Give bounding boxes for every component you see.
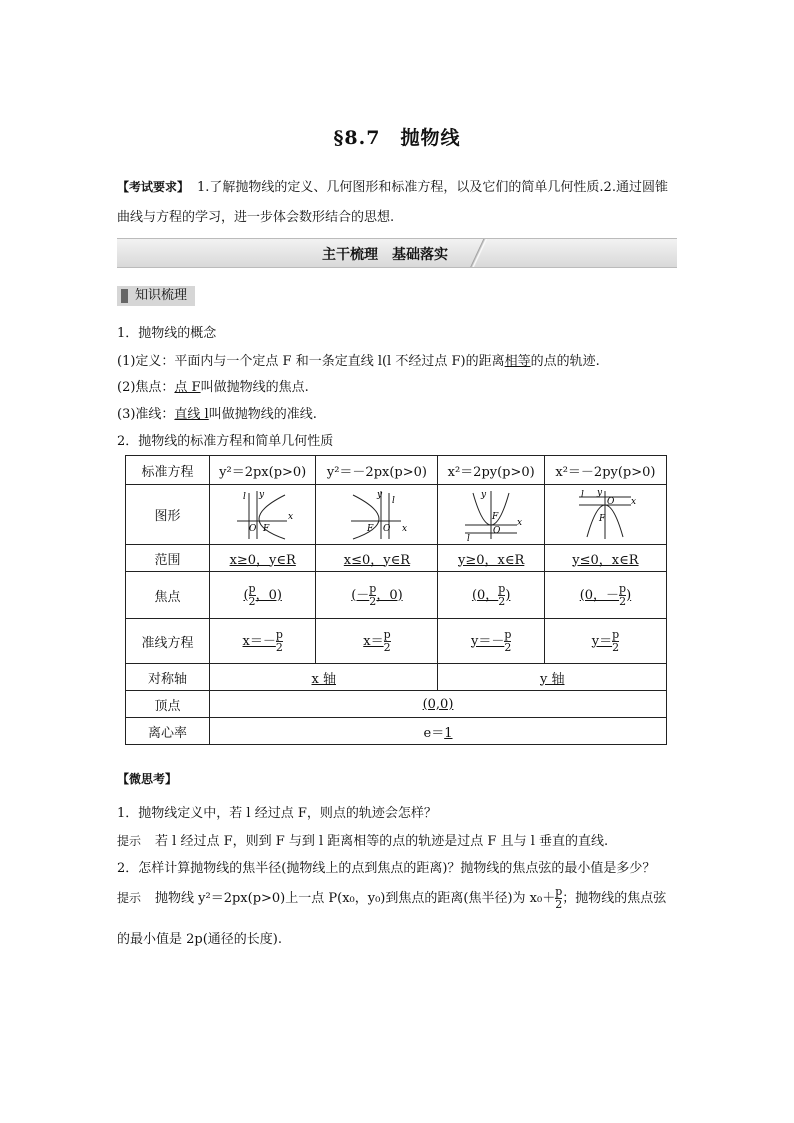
table-row <box>126 664 667 691</box>
directrix-cell: x＝ $\frac{p}{2}$ <box>316 619 438 664</box>
directrix-text-end: 叫做抛物线的准线. <box>208 407 317 422</box>
table-row <box>126 485 667 545</box>
answer-2-text: 抛物线 y²＝2px(p>0)上一点 P(x₀，y₀)到焦点的距离(焦半径)为 x₀＋ <box>155 891 556 906</box>
focus-answer: 点 F <box>174 380 201 395</box>
x-axis-label: x <box>631 496 637 507</box>
axis-cell: x 轴 <box>210 664 438 691</box>
definition-answer: 相等 <box>504 354 531 369</box>
equation-cell: y²＝2px(p>0) <box>210 456 316 485</box>
answer-2: 提示 抛物线 y²＝2px(p>0)上一点 P(x₀，y₀)到焦点的距离(焦半径)为 x₀＋ $\frac{p}{2}$ ；抛物线的焦点弦 <box>117 885 667 911</box>
origin-label: O <box>382 523 391 534</box>
graph-cell <box>316 485 438 545</box>
x-axis-label: x <box>287 511 293 522</box>
question-2: 2．怎样计算抛物线的焦半径(抛物线上的点到焦点的距离)？抛物线的焦点弦的最小值是多少？ <box>117 861 656 876</box>
x-axis-label: x <box>517 517 523 528</box>
row-label: 对称轴 <box>126 664 210 691</box>
equation-cell: x²＝－2py(p>0) <box>544 456 666 485</box>
parabola-up-graph <box>461 489 523 544</box>
row-label: 范围 <box>126 545 210 572</box>
axis-cell: y 轴 <box>438 664 667 691</box>
origin-label: O <box>493 525 501 536</box>
section-label: 知识梳理 <box>117 286 195 306</box>
y-axis-label: y <box>597 487 603 498</box>
focus-text-end: 叫做抛物线的焦点. <box>200 380 309 395</box>
range-cell: x≤0，y∈R <box>316 545 438 572</box>
vertex-cell: (0,0) <box>210 691 667 718</box>
y-axis-label: y <box>258 489 264 500</box>
definition-text-end: 的点的轨迹. <box>530 354 600 369</box>
directrix-label: l <box>581 489 585 500</box>
directrix-label: l <box>242 491 246 502</box>
hint-label: 提示 <box>117 834 142 848</box>
directrix-cell: x＝－ $\frac{p}{2}$ <box>210 619 316 664</box>
directrix-label: l <box>467 533 471 544</box>
range-cell: y≤0，x∈R <box>544 545 666 572</box>
row-label: 标准方程 <box>126 456 210 485</box>
requirement-tag: 【考试要求】 <box>117 180 190 194</box>
focus-cell: ( $\frac{p}{2}$ ，0) <box>210 572 316 619</box>
origin-label: O <box>607 496 615 507</box>
equation-cell: x²＝2py(p>0) <box>438 456 544 485</box>
y-axis-label: y <box>481 489 487 500</box>
section-banner <box>117 238 677 268</box>
think-tag: 【微思考】 <box>117 772 178 786</box>
focus-label: F <box>366 523 374 534</box>
range-cell: x≥0，y∈R <box>210 545 316 572</box>
y-axis-label: y <box>376 489 383 500</box>
parabola-down-graph <box>575 489 635 541</box>
row-label: 焦点 <box>126 572 210 619</box>
hint-label: 提示 <box>117 891 142 905</box>
table-row <box>126 718 667 745</box>
concept-definition <box>117 350 600 369</box>
directrix-cell: y＝ $\frac{p}{2}$ <box>544 619 666 664</box>
row-label: 准线方程 <box>126 619 210 664</box>
parabola-right-graph <box>233 489 293 541</box>
graph-cell <box>544 485 666 545</box>
focus-label: F <box>492 511 499 522</box>
answer-1-text: 若 l 经过点 F，则到 F 与到 l 距离相等的点的轨迹是过点 F 且与 l 垂直的直线. <box>155 834 609 849</box>
properties-table <box>125 455 667 745</box>
origin-label: O <box>248 523 257 534</box>
eccentricity-cell: e＝1 <box>210 718 667 745</box>
graph-cell <box>438 485 544 545</box>
row-label: 图形 <box>126 485 210 545</box>
answer-2-text-end: ；抛物线的焦点弦 <box>562 891 667 906</box>
focus-label: F <box>599 513 606 524</box>
row-label: 顶点 <box>126 691 210 718</box>
focus-cell: (0， $\frac{p}{2}$ ) <box>438 572 544 619</box>
exam-requirement <box>117 172 677 233</box>
focus-label: F <box>262 523 269 534</box>
table-row <box>126 619 667 664</box>
parabola-left-graph <box>347 489 407 541</box>
definition-text: (1)定义：平面内与一个定点 F 和一条定直线 l(l 不经过点 F)的距离 <box>117 354 505 369</box>
table-row <box>126 572 667 619</box>
equation-cell: y²＝－2px(p>0) <box>316 456 438 485</box>
concept-heading: 1．抛物线的概念 <box>117 326 217 341</box>
directrix-cell: y＝－ $\frac{p}{2}$ <box>438 619 544 664</box>
x-axis-label: x <box>401 523 408 534</box>
answer-1 <box>117 830 608 849</box>
page-title: §8.7 抛物线 <box>333 127 461 149</box>
directrix-text: (3)准线： <box>117 407 175 422</box>
directrix-answer: 直线 l <box>174 407 209 422</box>
concept-directrix <box>117 403 317 422</box>
requirement-text: 1.了解抛物线的定义、几何图形和标准方程，以及它们的简单几何性质.2.通过圆锥曲线与方程的学习，进一步体会数形结合的思想. <box>117 180 668 225</box>
banner-decoration <box>469 239 487 267</box>
range-cell: y≥0，x∈R <box>438 545 544 572</box>
properties-heading: 2．抛物线的标准方程和简单几何性质 <box>117 434 334 449</box>
row-label: 离心率 <box>126 718 210 745</box>
table-row <box>126 691 667 718</box>
focus-cell: (0，－ $\frac{p}{2}$ ) <box>544 572 666 619</box>
table-row <box>126 545 667 572</box>
banner-text: 主干梳理 基础落实 <box>322 247 448 263</box>
focus-text: (2)焦点： <box>117 380 175 395</box>
answer-2-continued: 的最小值是 2p(通径的长度). <box>117 932 283 947</box>
focus-cell: (－ $\frac{p}{2}$ ，0) <box>316 572 438 619</box>
question-1: 1．抛物线定义中，若 l 经过点 F，则点的轨迹会怎样？ <box>117 806 437 821</box>
directrix-label: l <box>391 495 395 506</box>
concept-focus <box>117 376 309 395</box>
table-row <box>126 456 667 485</box>
graph-cell <box>210 485 316 545</box>
